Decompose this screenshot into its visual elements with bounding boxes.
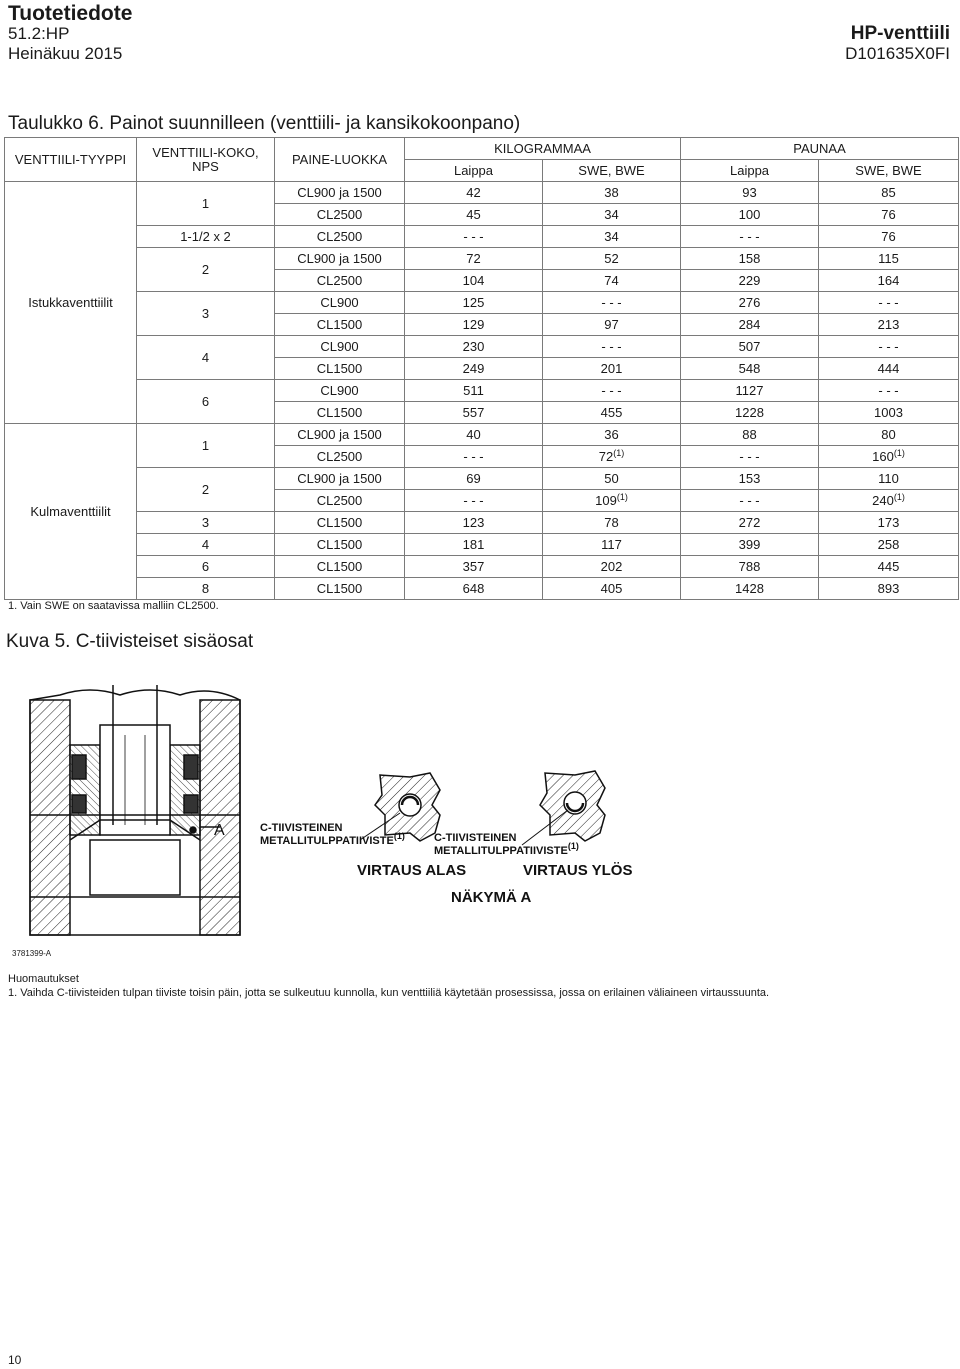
cell-size: 1 — [137, 182, 275, 226]
header-left — [8, 4, 132, 64]
table-footnote: 1. Vain SWE on saatavissa malliin CL2500. — [8, 600, 219, 612]
cell-lb-flange: 788 — [681, 556, 819, 578]
cell-lb-flange: - - - — [681, 490, 819, 512]
product-name: HP-venttiili — [850, 23, 950, 44]
cell-kg-swe: - - - — [543, 292, 681, 314]
cell-lb-swe: 1003 — [819, 402, 959, 424]
label-line: METALLITULPPATIIVISTE — [260, 835, 394, 847]
cell-lb-swe: 258 — [819, 534, 959, 556]
cell-lb-flange: 100 — [681, 204, 819, 226]
cell-lb-swe: 80 — [819, 424, 959, 446]
cell-kg-swe — [543, 446, 681, 468]
note-ref: (1) — [893, 448, 905, 458]
cell-size: 2 — [137, 468, 275, 512]
cell-class: CL1500 — [275, 402, 405, 424]
table-row — [5, 556, 959, 578]
notes-text: 1. Vaihda C-tiivisteiden tulpan tiiviste toisin päin, jotta se sulkeutuu kunnolla, kun venttiiliä käytetään prosessissa, jossa on erilainen väliaineen virtaussuunta. — [8, 987, 770, 999]
cell-lb-swe: 115 — [819, 248, 959, 270]
cell-kg-flange: 181 — [405, 534, 543, 556]
cell-size: 6 — [137, 556, 275, 578]
header-right — [845, 24, 950, 64]
table-row — [5, 248, 959, 270]
note-ref: (1) — [567, 841, 579, 851]
cell-kg-flange: 125 — [405, 292, 543, 314]
cell-lb-flange: 88 — [681, 424, 819, 446]
cell-kg-swe: 78 — [543, 512, 681, 534]
cell-lb-swe: 164 — [819, 270, 959, 292]
cell-kg-flange: 45 — [405, 204, 543, 226]
cell-kg-flange: 42 — [405, 182, 543, 204]
col-lb-flange: Laippa — [681, 160, 819, 182]
label-line: C-TIIVISTEINEN — [260, 822, 343, 834]
doc-title: Tuotetiedote — [8, 2, 133, 25]
valve-section — [30, 685, 240, 935]
cell-value: 160 — [872, 449, 894, 464]
table-row — [5, 182, 959, 204]
label-view-a: NÄKYMÄ A — [451, 889, 532, 906]
cell-lb-flange: 399 — [681, 534, 819, 556]
label-flow-down: VIRTAUS ALAS — [357, 862, 467, 879]
cell-kg-flange: 557 — [405, 402, 543, 424]
note-ref: (1) — [616, 492, 628, 502]
cell-class: CL2500 — [275, 446, 405, 468]
cell-kg-swe: - - - — [543, 336, 681, 358]
cell-kg-flange: 123 — [405, 512, 543, 534]
cell-class: CL900 ja 1500 — [275, 424, 405, 446]
cell-class: CL900 — [275, 380, 405, 402]
doc-number: D101635X0FI — [845, 44, 950, 63]
cell-lb-swe — [819, 490, 959, 512]
cell-kg-swe: 34 — [543, 226, 681, 248]
cell-kg-swe: - - - — [543, 380, 681, 402]
cell-kg-swe: 50 — [543, 468, 681, 490]
cell-class: CL1500 — [275, 314, 405, 336]
cell-value: 109 — [595, 493, 617, 508]
cell-class: CL2500 — [275, 226, 405, 248]
header-row — [5, 138, 959, 160]
col-lb-swe: SWE, BWE — [819, 160, 959, 182]
drawing-code: 3781399-A — [12, 949, 52, 958]
cell-lb-flange: 1228 — [681, 402, 819, 424]
cell-class: CL900 ja 1500 — [275, 468, 405, 490]
col-valve-type: VENTTIILI-TYYPPI — [5, 138, 137, 182]
note-ref: (1) — [893, 492, 905, 502]
cell-lb-flange: 1428 — [681, 578, 819, 600]
table-row — [5, 226, 959, 248]
cell-kg-swe: 52 — [543, 248, 681, 270]
cell-class: CL1500 — [275, 358, 405, 380]
cell-kg-swe: 36 — [543, 424, 681, 446]
notes-title: Huomautukset — [8, 973, 79, 985]
cell-size: 3 — [137, 512, 275, 534]
cell-lb-flange: 284 — [681, 314, 819, 336]
table-row — [5, 380, 959, 402]
cell-lb-flange: 158 — [681, 248, 819, 270]
col-valve-size: VENTTIILI-KOKO, NPS — [137, 138, 275, 182]
cell-class: CL1500 — [275, 578, 405, 600]
seal-detail-flow-up — [540, 771, 605, 841]
label-line: METALLITULPPATIIVISTE — [434, 845, 568, 857]
cell-lb-flange: 276 — [681, 292, 819, 314]
cell-lb-flange: 548 — [681, 358, 819, 380]
cell-lb-swe: 444 — [819, 358, 959, 380]
figure-title: Kuva 5. C-tiivisteiset sisäosat — [6, 631, 254, 652]
trim-drawing — [0, 665, 960, 955]
page-number: 10 — [8, 1353, 22, 1367]
cell-kg-flange: - - - — [405, 226, 543, 248]
cell-kg-swe: 74 — [543, 270, 681, 292]
cell-kg-flange: 72 — [405, 248, 543, 270]
view-marker: A — [214, 822, 225, 839]
cell-kg-flange: 129 — [405, 314, 543, 336]
cell-kg-swe: 38 — [543, 182, 681, 204]
cell-size: 1 — [137, 424, 275, 468]
cell-kg-flange: 69 — [405, 468, 543, 490]
cell-kg-flange: 249 — [405, 358, 543, 380]
cell-lb-swe: 173 — [819, 512, 959, 534]
cell-kg-flange: 40 — [405, 424, 543, 446]
cell-lb-flange: 153 — [681, 468, 819, 490]
table-row — [5, 468, 959, 490]
cell-size: 4 — [137, 336, 275, 380]
col-pounds: PAUNAA — [681, 138, 959, 160]
label-flow-up: VIRTAUS YLÖS — [523, 862, 633, 879]
table-row — [5, 336, 959, 358]
col-pressure-class: PAINE-LUOKKA — [275, 138, 405, 182]
cell-lb-swe: 76 — [819, 226, 959, 248]
cell-lb-swe: 213 — [819, 314, 959, 336]
cell-lb-swe: - - - — [819, 292, 959, 314]
cell-kg-flange: 357 — [405, 556, 543, 578]
col-kilograms: KILOGRAMMAA — [405, 138, 681, 160]
cell-class: CL900 ja 1500 — [275, 182, 405, 204]
cell-size: 3 — [137, 292, 275, 336]
cell-kg-flange: 104 — [405, 270, 543, 292]
notes — [8, 972, 769, 1000]
cell-kg-flange: - - - — [405, 490, 543, 512]
cell-lb-flange: 272 — [681, 512, 819, 534]
col-kg-flange: Laippa — [405, 160, 543, 182]
cell-kg-swe — [543, 490, 681, 512]
cell-lb-swe — [819, 446, 959, 468]
cell-lb-swe: 110 — [819, 468, 959, 490]
cell-lb-swe: 85 — [819, 182, 959, 204]
cell-class: CL2500 — [275, 204, 405, 226]
doc-date: Heinäkuu 2015 — [8, 44, 123, 63]
cell-size: 2 — [137, 248, 275, 292]
label-line: C-TIIVISTEINEN — [434, 832, 517, 844]
cell-lb-flange: 93 — [681, 182, 819, 204]
cell-lb-flange: 507 — [681, 336, 819, 358]
cell-kg-swe: 202 — [543, 556, 681, 578]
cell-kg-swe: 201 — [543, 358, 681, 380]
cell-size: 6 — [137, 380, 275, 424]
cell-lb-swe: 445 — [819, 556, 959, 578]
cell-class: CL900 — [275, 336, 405, 358]
cell-lb-flange: - - - — [681, 226, 819, 248]
cell-kg-swe: 117 — [543, 534, 681, 556]
cell-kg-flange: 511 — [405, 380, 543, 402]
cell-kg-swe: 455 — [543, 402, 681, 424]
table-row — [5, 534, 959, 556]
cell-kg-swe: 405 — [543, 578, 681, 600]
group-globe: Istukkaventtiilit — [5, 182, 137, 424]
cell-lb-swe: - - - — [819, 336, 959, 358]
weights-table — [4, 137, 959, 600]
cell-value: 240 — [872, 493, 894, 508]
cell-kg-flange: 648 — [405, 578, 543, 600]
cell-lb-swe: 893 — [819, 578, 959, 600]
cell-lb-flange: 229 — [681, 270, 819, 292]
col-kg-swe: SWE, BWE — [543, 160, 681, 182]
table-row — [5, 578, 959, 600]
label-c-seal-2 — [434, 832, 579, 858]
doc-section: 51.2:HP — [8, 24, 70, 43]
cell-value: 72 — [598, 449, 614, 464]
label-c-seal-1 — [260, 822, 405, 848]
note-ref: (1) — [393, 831, 405, 841]
note-ref: (1) — [613, 448, 625, 458]
group-angle: Kulmaventtiilit — [5, 424, 137, 600]
table-row — [5, 512, 959, 534]
cell-kg-flange: 230 — [405, 336, 543, 358]
cell-kg-swe: 34 — [543, 204, 681, 226]
cell-kg-flange: - - - — [405, 446, 543, 468]
cell-size: 4 — [137, 534, 275, 556]
table-row — [5, 424, 959, 446]
cell-size: 8 — [137, 578, 275, 600]
cell-size: 1-1/2 x 2 — [137, 226, 275, 248]
cell-class: CL2500 — [275, 270, 405, 292]
cell-lb-swe: 76 — [819, 204, 959, 226]
cell-class: CL2500 — [275, 490, 405, 512]
cell-lb-swe: - - - — [819, 380, 959, 402]
table-title: Taulukko 6. Painot suunnilleen (venttiili- ja kansikokoonpano) — [8, 113, 521, 134]
cell-class: CL900 ja 1500 — [275, 248, 405, 270]
table-row — [5, 292, 959, 314]
cell-class: CL1500 — [275, 512, 405, 534]
cell-class: CL900 — [275, 292, 405, 314]
cell-lb-flange: - - - — [681, 446, 819, 468]
cell-class: CL1500 — [275, 556, 405, 578]
cell-class: CL1500 — [275, 534, 405, 556]
cell-lb-flange: 1127 — [681, 380, 819, 402]
cell-kg-swe: 97 — [543, 314, 681, 336]
